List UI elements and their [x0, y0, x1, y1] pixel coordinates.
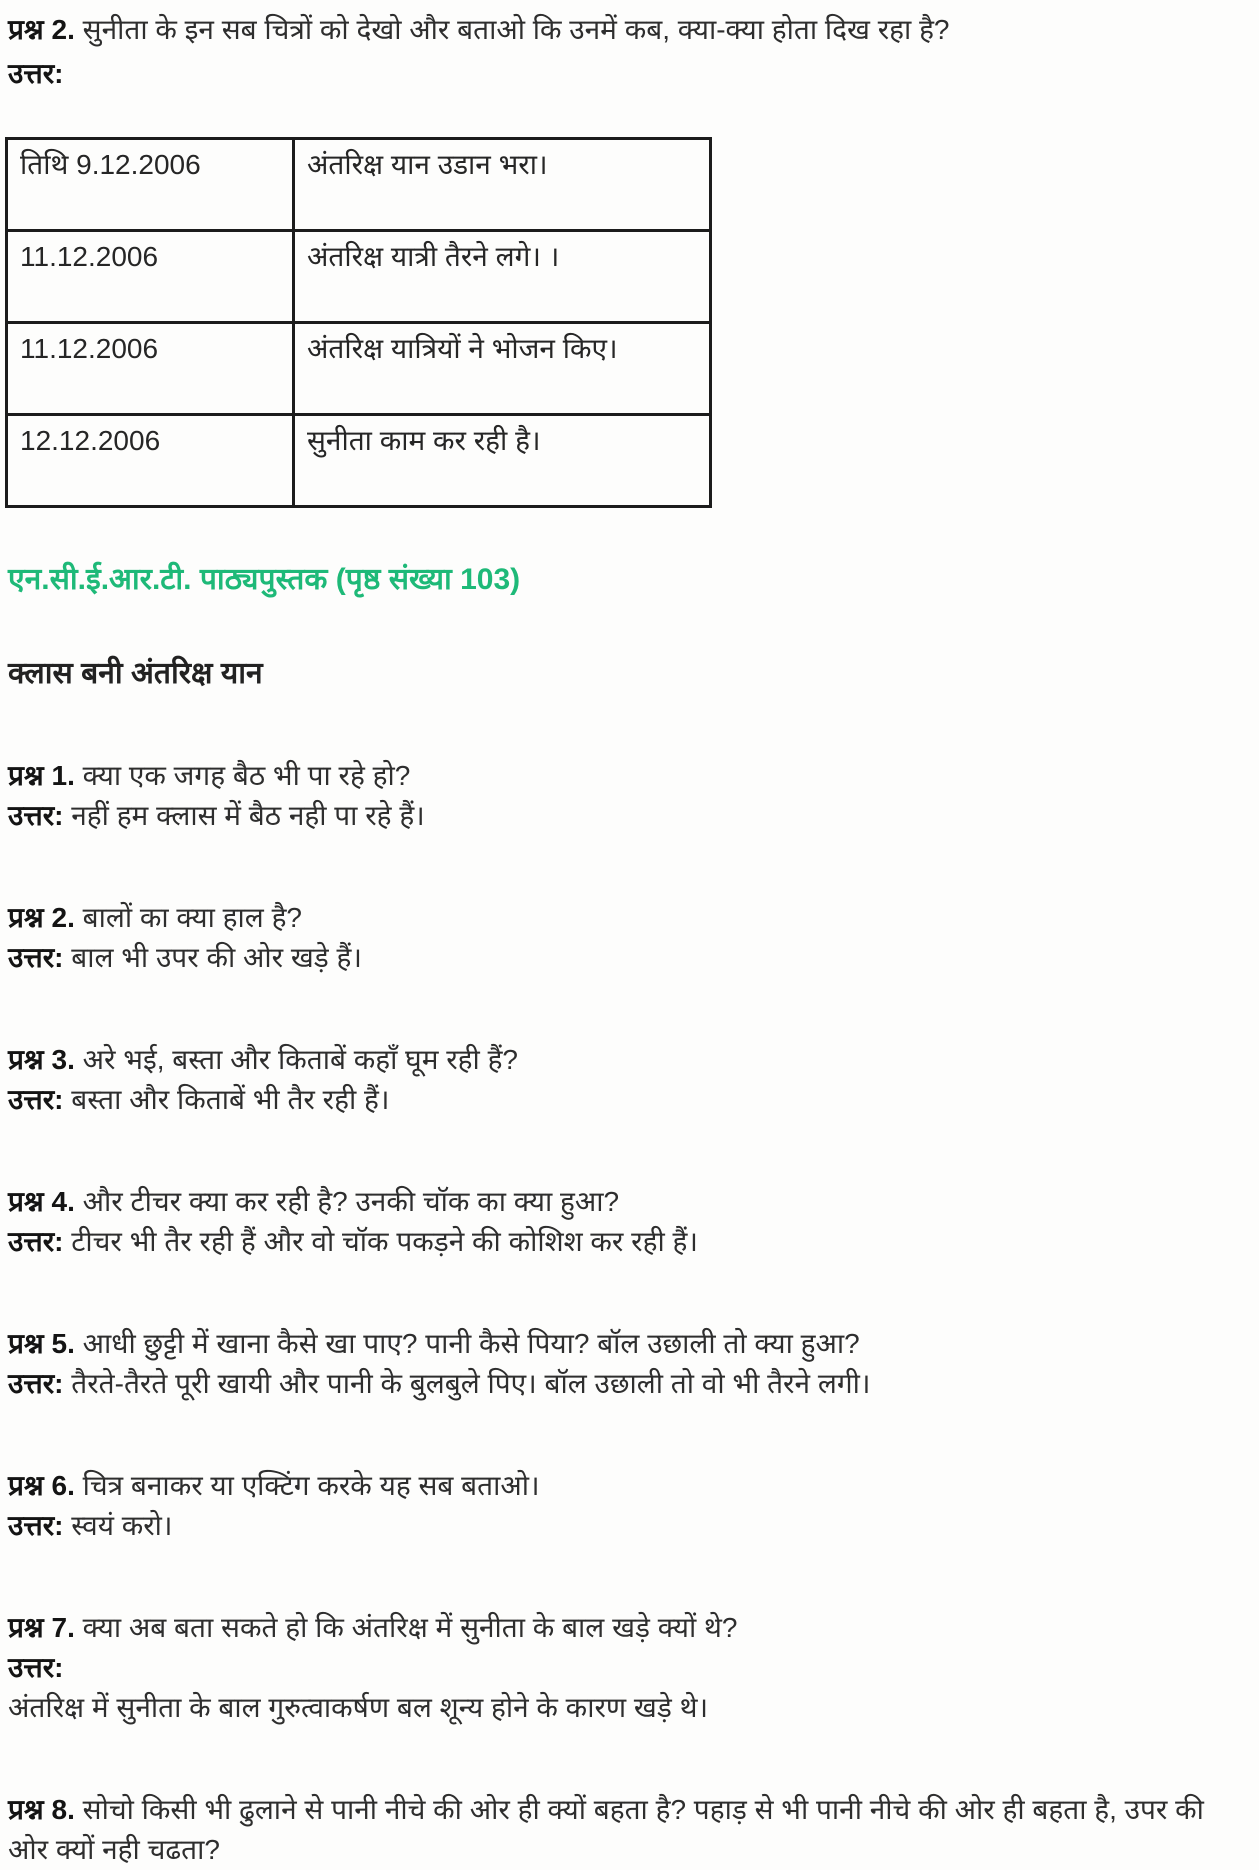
qa-block [8, 1608, 1249, 1728]
date-cell: 12.12.2006 [7, 415, 294, 507]
event-cell: अंतरिक्ष यान उडान भरा। [294, 139, 711, 231]
chapter-heading: क्लास बनी अंतरिक्ष यान [8, 657, 263, 690]
question-line [8, 1182, 1249, 1222]
answer-line [8, 1648, 1249, 1688]
question-text: और टीचर क्या कर रही है? उनकी चॉक का क्या हुआ? [82, 1186, 620, 1217]
answer-label: उत्तर: [8, 1084, 64, 1115]
answer-text-line: अंतरिक्ष में सुनीता के बाल गुरुत्वाकर्षण बल शून्य होने के कारण खड़े थे। [8, 1692, 709, 1723]
answer-text: स्वयं करो। [63, 1510, 173, 1541]
question-text: अरे भई, बस्ता और किताबें कहाँ घूम रही हैं? [82, 1044, 519, 1075]
question-text: आधी छुट्टी में खाना कैसे खा पाए? पानी कैसे पिया? बॉल उछाली तो क्या हुआ? [82, 1328, 860, 1359]
question-label: प्रश्न 1. [8, 760, 75, 791]
dates-events-table-body [7, 139, 711, 507]
answer-text: तैरते-तैरते पूरी खायी और पानी के बुलबुले पिए। बॉल उछाली तो वो भी तैरने लगी। [63, 1368, 871, 1399]
qa-block [8, 1182, 1249, 1262]
answer-label: उत्तर: [8, 942, 64, 973]
qa-block [8, 1040, 1249, 1120]
qa-block [8, 898, 1249, 978]
table-row [7, 323, 711, 415]
answer-text: बस्ता और किताबें भी तैर रही हैं। [63, 1084, 390, 1115]
answer-label: उत्तर: [8, 1368, 64, 1399]
question-label: प्रश्न 4. [8, 1186, 75, 1217]
qa-block [8, 1324, 1249, 1404]
answer-label: उत्तर: [8, 1226, 64, 1257]
answer-label: उत्तर: [8, 1652, 64, 1683]
question-text: बालों का क्या हाल है? [82, 902, 303, 933]
question-line [8, 1466, 1249, 1506]
question-text: क्या एक जगह बैठ भी पा रहे हो? [82, 760, 411, 791]
answer-line [8, 1364, 1249, 1404]
question-text: चित्र बनाकर या एक्टिंग करके यह सब बताओ। [82, 1470, 540, 1501]
answer-line [8, 1506, 1249, 1546]
table-row [7, 139, 711, 231]
date-cell: 11.12.2006 [7, 231, 294, 323]
answer-line [8, 1222, 1249, 1262]
question-label: प्रश्न 7. [8, 1612, 75, 1643]
intro-answer-label: उत्तर: [8, 58, 64, 89]
question-label: प्रश्न 2. [8, 902, 75, 933]
table-row [7, 415, 711, 507]
table-row [7, 231, 711, 323]
question-text: सोचो किसी भी ढुलाने से पानी नीचे की ओर ही क्यों बहता है? पहाड़ से भी पानी नीचे की ओर ही बहता है, उपर की ओर क्यों नही चढता? [8, 1794, 1204, 1865]
question-line [8, 1790, 1249, 1870]
answer-line [8, 1080, 1249, 1120]
intro-question-label: प्रश्न 2. [8, 14, 75, 45]
answer-line [8, 938, 1249, 978]
qa-block [8, 1466, 1249, 1546]
answer-text: बाल भी उपर की ओर खड़े हैं। [63, 942, 363, 973]
event-cell: अंतरिक्ष यात्रियों ने भोजन किए। [294, 323, 711, 415]
qa-block [8, 756, 1249, 836]
question-line [8, 1608, 1249, 1648]
question-text: क्या अब बता सकते हो कि अंतरिक्ष में सुनीता के बाल खड़े क्यों थे? [82, 1612, 738, 1643]
intro-question-text: सुनीता के इन सब चित्रों को देखो और बताओ कि उनमें कब, क्या-क्या होता दिख रहा है? [82, 14, 950, 45]
dates-events-table [5, 137, 712, 508]
question-line [8, 1040, 1249, 1080]
answer-label: उत्तर: [8, 800, 64, 831]
question-line [8, 898, 1249, 938]
intro-answer-line [8, 52, 1249, 96]
question-line [8, 1324, 1249, 1364]
answer-text: टीचर भी तैर रही हैं और वो चॉक पकड़ने की कोशिश कर रही हैं। [63, 1226, 698, 1257]
event-cell: सुनीता काम कर रही है। [294, 415, 711, 507]
ncert-source-heading: एन.सी.ई.आर.टी. पाठ्यपुस्तक (पृष्ठ संख्या 103) [8, 563, 521, 596]
question-label: प्रश्न 3. [8, 1044, 75, 1075]
date-cell: 11.12.2006 [7, 323, 294, 415]
answer-label: उत्तर: [8, 1510, 64, 1541]
qa-list [8, 756, 1249, 1870]
answer-line [8, 796, 1249, 836]
answer-text: नहीं हम क्लास में बैठ नही पा रहे हैं। [63, 800, 425, 831]
qa-block [8, 1790, 1249, 1870]
date-cell: तिथि 9.12.2006 [7, 139, 294, 231]
question-label: प्रश्न 5. [8, 1328, 75, 1359]
event-cell: अंतरिक्ष यात्री तैरने लगे। । [294, 231, 711, 323]
question-label: प्रश्न 6. [8, 1470, 75, 1501]
question-line [8, 756, 1249, 796]
question-label: प्रश्न 8. [8, 1794, 75, 1825]
intro-question-line [8, 8, 1249, 52]
